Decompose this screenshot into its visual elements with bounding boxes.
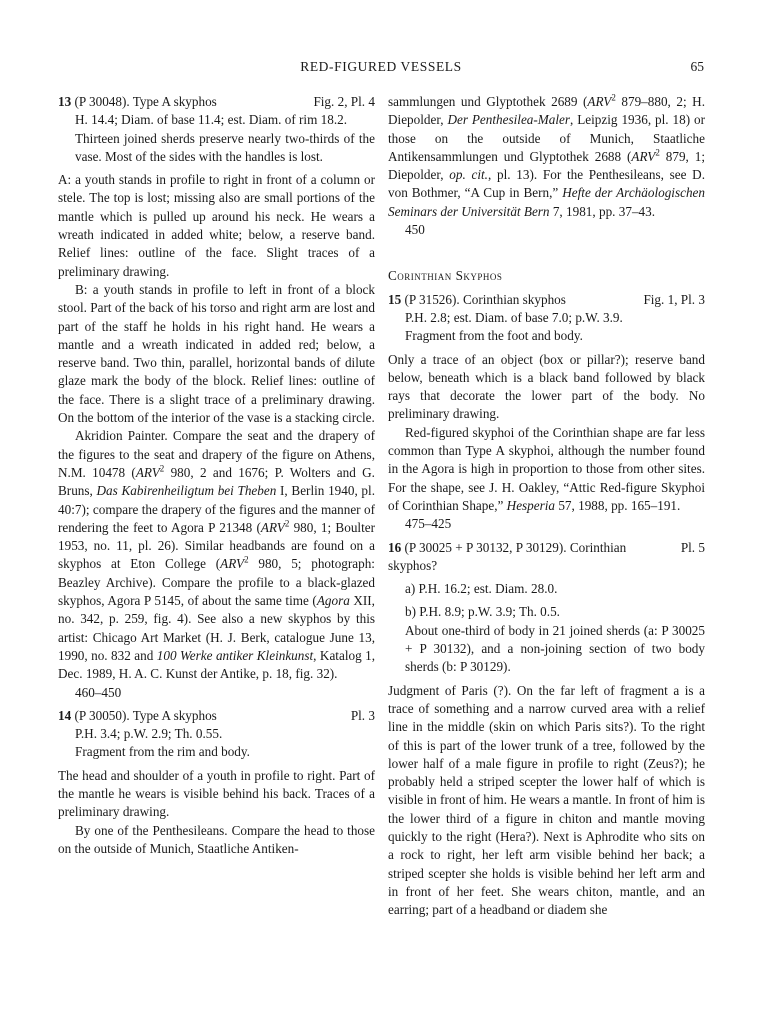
running-title: RED-FIGURED VESSELS xyxy=(300,59,462,74)
entry-16-figref: Pl. 5 xyxy=(680,539,705,555)
entry-13-figref: Fig. 2, Pl. 4 xyxy=(313,94,375,109)
right-column xyxy=(388,93,705,919)
entry-16-heading xyxy=(388,539,705,576)
entry-16-description: Judgment of Paris (?). On the far left of fragment a is a trace of something and a narrow curved area with a relief line in the middle (skin on which Paris sits?). To the right of this is part of the lower trunk of a tree, followed by the lower half of a male figure in profile to right (Zeus?); he probably held a striped scepter the lower half of which is visible in front of him. He wears a mantle. In front of him is the lower third of a figure in chiton and mantle moving quickly to the right (Hera?). Next is Aphrodite who sits on a rock to right, her left arm visible behind her back; a striped scepter she holds is visible behind her left arm and in front of her feet. She wears chiton, mantle, and an earring; part of a headband or diadem she xyxy=(388,682,705,918)
entry-15-title: (P 31526). Corinthian skyphos xyxy=(401,291,566,307)
entry-15-commentary: Red-figured skyphoi of the Corinthian shape are far less common than Type A skyphoi, although the number found in the Agora is high in proportion to those from other sites. For the shape, see J. H. Oakley, “Attic Red-figure Skyphoi of Corinthian Shape,” Hesperia 57, 1988, pp. 165–191. xyxy=(388,424,705,513)
entry-13-side-b: B: a youth stands in profile to left in front of a block stool. Part of the back of his torso and right arm are lost and part of the staff he holds in his right hand. He wears a mantle and a wreath indicated in added red; below, a reserve band. Two thin, parallel, horizontal bands of dilute glaze mark the body of the block. Relief lines: outline of the face. There is a slight trace of a preliminary drawing. On the bottom of the interior of the vase is a stacking circle. xyxy=(58,281,375,426)
left-column xyxy=(58,93,375,858)
entry-14-number: 14 xyxy=(58,707,72,723)
entry-13-date: 460–450 xyxy=(75,684,122,700)
entry-15-dimensions: P.H. 2.8; est. Diam. of base 7.0; p.W. 3.9. xyxy=(405,309,623,325)
entry-16-number: 16 xyxy=(388,539,402,555)
entry-14-date: 450 xyxy=(405,222,425,238)
entry-13-heading xyxy=(58,93,375,111)
entry-13-condition: Thirteen joined sherds preserve nearly two-thirds of the vase. Most of the sides with the handles is lost. xyxy=(75,130,375,164)
entry-14-title: (P 30050). Type A skyphos xyxy=(71,707,217,723)
entry-14-dimensions: P.H. 3.4; p.W. 2.9; Th. 0.55. xyxy=(75,726,223,742)
entry-13-side-a: A: a youth stands in profile to right in front of a column or stele. The top is lost; missing also are small portions of the mantle which is pulled up around his neck. He wears a wreath indicated in added white; below, a reserve band. Relief lines: outline of the face. Slight traces of a preliminary drawing. xyxy=(58,172,375,279)
entry-16-condition: About one-third of body in 21 joined sherds (a: P 30025 + P 30132), and a non-joining section of two body sherds (b: P 30129). xyxy=(405,622,705,675)
entry-13-commentary: Akridion Painter. Compare the seat and the drapery of the figures to the seat and drapery of the figure on Athens, N.M. 10478 (ARV$^2$ 980, 2 and 1676; P. Wolters and G. Bruns, Das Kabirenheiligtum bei Theben I, Berlin 1940, pl. 40:7); compare the drapery of the figures and the manner of rendering the feet to Agora P 21348 (ARV$^2$ 980, 1; Boulter 1953, no. 11, pl. 26). Similar headbands are found on a skyphos at Eton College (ARV$^2$ 980, 5; photograph: Beazley Archive). Compare the profile to a black-glazed skyphos, Agora P 5145, of about the same time (Agora XII, no. 342, p. 259, fig. 4). See also a new skyphos by this artist: Chicago Art Market (H. J. Berk, catalogue June 13, 1990, no. 832 and 100 Werke antiker Kleinkunst, Katalog 1, Dec. 1989, H. A. C. Kunst der Antike, p. 18, fig. 32). xyxy=(58,428,376,682)
entry-15-number: 15 xyxy=(388,291,402,307)
running-header xyxy=(0,58,762,78)
entry-14-condition: Fragment from the rim and body. xyxy=(75,744,250,760)
entry-15-date: 475–425 xyxy=(405,516,452,532)
entry-14-figref: Pl. 3 xyxy=(350,707,375,723)
entry-15-condition: Fragment from the foot and body. xyxy=(405,328,583,344)
entry-13-dimensions: H. 14.4; Diam. of base 11.4; est. Diam. of rim 18.2. xyxy=(75,112,348,128)
entry-15-figref: Fig. 1, Pl. 3 xyxy=(643,291,705,307)
entry-14-heading xyxy=(58,707,375,725)
entry-14-description: The head and shoulder of a youth in profile to right. Part of the mantle he wears is visible behind his back. Traces of a preliminary drawing. xyxy=(58,767,375,820)
entry-14-commentary-continued: sammlungen und Glyptothek 2689 (ARV$^2$ 879–880, 2; H. Diepolder, Der Penthesilea-Maler, Leipzig 1936, pl. 18) or those on the outside of Munich, Staatliche Antikensammlungen und Glyptothek 2688 (ARV$^2$ 879, 1; Diepolder, op. cit., pl. 13). For the Penthesileans, see D. von Bothmer, “A Cup in Bern,” Hefte der Archäologischen Seminars der Universität Bern 7, 1981, pp. 37–43. xyxy=(388,92,706,219)
entry-13-title: (P 30048). Type A skyphos xyxy=(71,94,217,109)
entry-13-number: 13 xyxy=(58,94,72,109)
entry-16-dimensions-a: a) P.H. 16.2; est. Diam. 28.0. xyxy=(405,581,558,597)
section-heading: Corinthian Skyphos xyxy=(388,268,503,284)
entry-15-heading xyxy=(388,291,705,309)
entry-16-title: (P 30025 + P 30132, P 30129). Corinthian skyphos? xyxy=(388,539,627,573)
entry-14-commentary: By one of the Penthesileans. Compare the head to those on the outside of Munich, Staatliche Antiken- xyxy=(58,822,375,856)
page-number: 65 xyxy=(690,59,704,74)
entry-16-dimensions-b: b) P.H. 8.9; p.W. 3.9; Th. 0.5. xyxy=(405,604,560,620)
entry-15-description: Only a trace of an object (box or pillar?); reserve band below, beneath which is a black band followed by black rays that decorate the lower part of the body. No preliminary drawing. xyxy=(388,351,705,422)
